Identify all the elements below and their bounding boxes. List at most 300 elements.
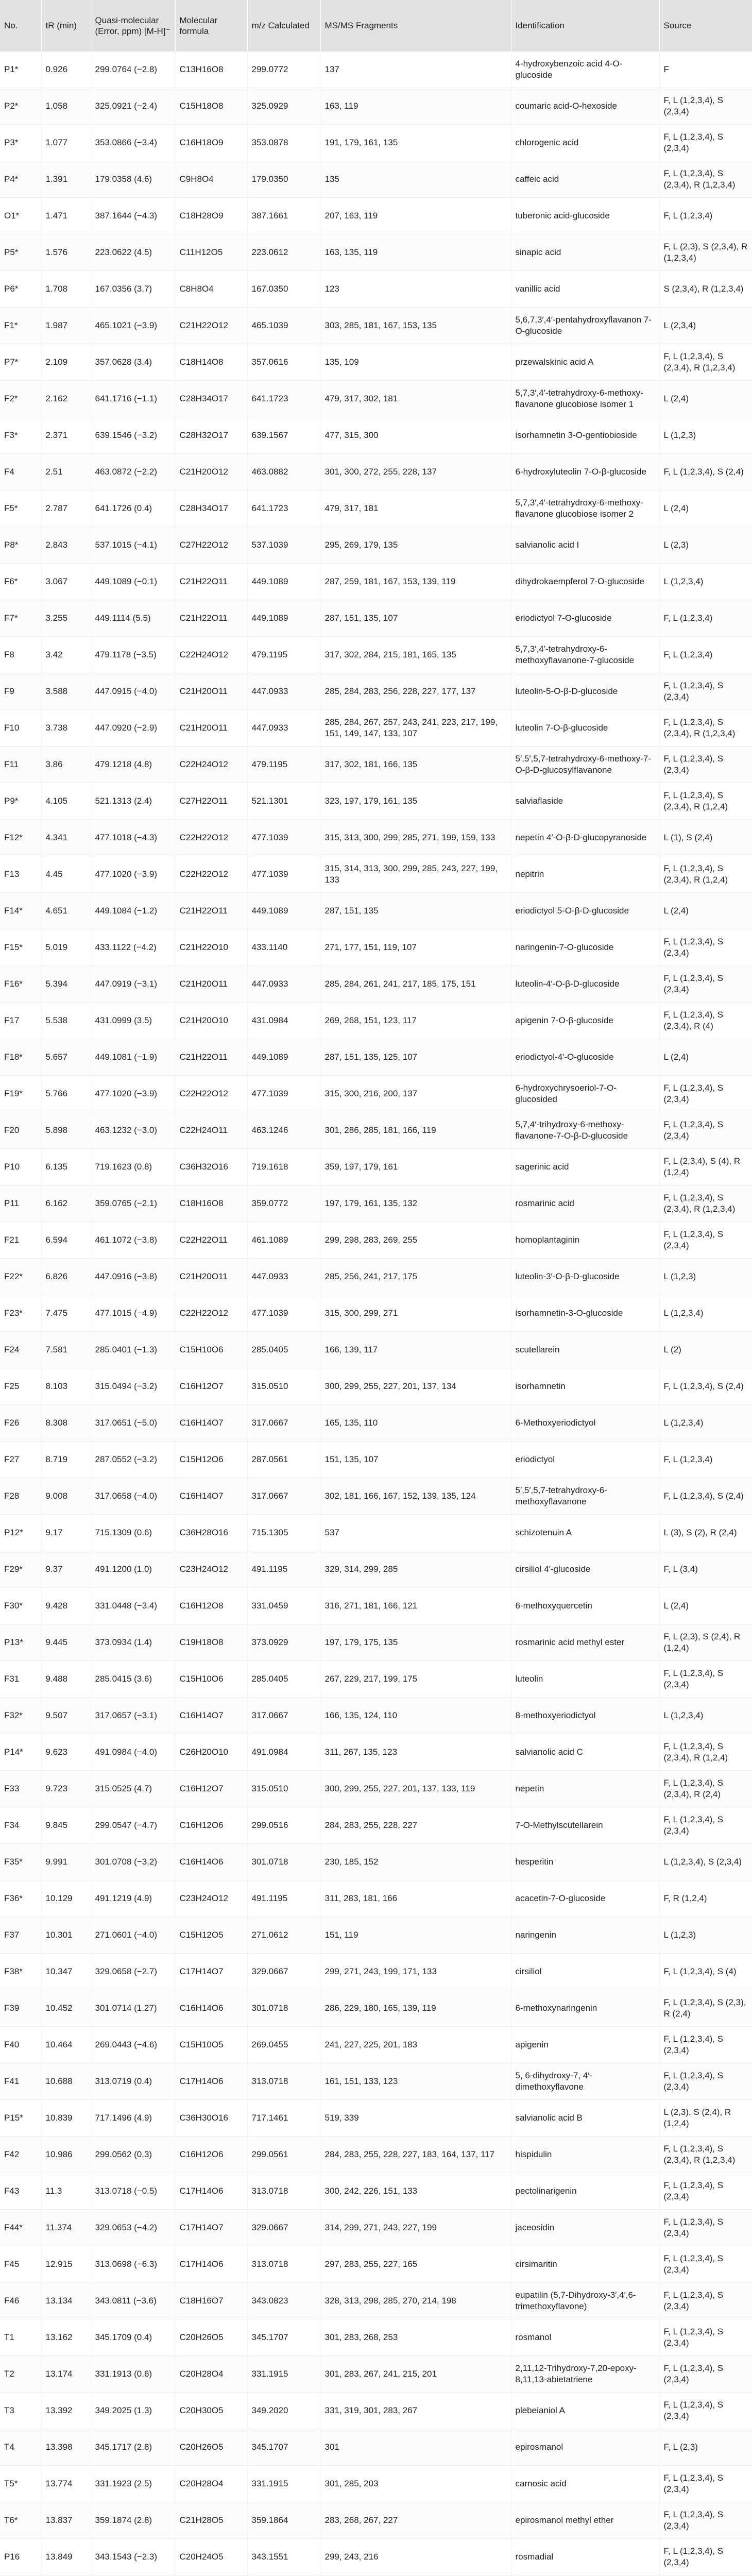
cell-quasi-molecular: 491.1219 (4.9) bbox=[91, 1880, 175, 1917]
cell-quasi-molecular: 299.0562 (0.3) bbox=[91, 2137, 175, 2173]
header-retention-time: tR (min) bbox=[41, 0, 91, 52]
cell-msms-fragments: 537 bbox=[320, 1515, 511, 1551]
cell-no: F28 bbox=[0, 1478, 41, 1515]
cell-retention-time: 2.51 bbox=[41, 454, 91, 490]
cell-molecular-formula: C22H24O12 bbox=[175, 747, 247, 783]
cell-no: P14* bbox=[0, 1734, 41, 1771]
cell-no: O1* bbox=[0, 198, 41, 234]
cell-molecular-formula: C18H16O7 bbox=[175, 2283, 247, 2319]
cell-no: P1* bbox=[0, 52, 41, 88]
cell-molecular-formula: C15H10O5 bbox=[175, 2027, 247, 2063]
cell-retention-time: 6.594 bbox=[41, 1222, 91, 1259]
cell-no: F39 bbox=[0, 1990, 41, 2027]
cell-identification: hispidulin bbox=[511, 2137, 659, 2173]
cell-identification: 5, 6-dihydroxy-7, 4′-dimethoxyflavone bbox=[511, 2063, 659, 2100]
cell-mz-calculated: 477.1039 bbox=[247, 1295, 320, 1332]
cell-source: F, L (1,2,3,4), S (2,3,4) bbox=[659, 2027, 752, 2063]
cell-identification: cirsimaritin bbox=[511, 2246, 659, 2283]
cell-quasi-molecular: 345.1717 (2.8) bbox=[91, 2429, 175, 2466]
cell-mz-calculated: 299.0772 bbox=[247, 52, 320, 88]
header-source: Source bbox=[659, 0, 752, 52]
cell-molecular-formula: C17H14O6 bbox=[175, 2063, 247, 2100]
cell-molecular-formula: C21H22O11 bbox=[175, 1039, 247, 1076]
cell-source: F, L (1,2,3,4), S (2,3,4), R (1,2,3,4) bbox=[659, 161, 752, 198]
cell-no: F32* bbox=[0, 1698, 41, 1734]
cell-quasi-molecular: 271.0601 (−4.0) bbox=[91, 1917, 175, 1954]
cell-mz-calculated: 301.0718 bbox=[247, 1844, 320, 1880]
cell-mz-calculated: 317.0667 bbox=[247, 1478, 320, 1515]
cell-msms-fragments: 301, 300, 272, 255, 228, 137 bbox=[320, 454, 511, 490]
cell-msms-fragments: 328, 313, 298, 285, 270, 214, 198 bbox=[320, 2283, 511, 2319]
table-row bbox=[0, 2356, 752, 2393]
cell-identification: eriodictyol 7-O-glucoside bbox=[511, 600, 659, 637]
cell-no: F38* bbox=[0, 1954, 41, 1990]
table-row bbox=[0, 820, 752, 856]
cell-mz-calculated: 317.0667 bbox=[247, 1698, 320, 1734]
cell-quasi-molecular: 431.0999 (3.5) bbox=[91, 1003, 175, 1039]
cell-msms-fragments: 316, 271, 181, 166, 121 bbox=[320, 1588, 511, 1624]
cell-msms-fragments: 317, 302, 284, 215, 181, 165, 135 bbox=[320, 637, 511, 673]
cell-quasi-molecular: 331.1913 (0.6) bbox=[91, 2356, 175, 2393]
cell-msms-fragments: 315, 300, 299, 271 bbox=[320, 1295, 511, 1332]
cell-identification: plebeianiol A bbox=[511, 2393, 659, 2429]
header-msms-fragments: MS/MS Fragments bbox=[320, 0, 511, 52]
cell-mz-calculated: 387.1661 bbox=[247, 198, 320, 234]
cell-source: L (2,3), S (2,4), R (1,2,4) bbox=[659, 2100, 752, 2137]
cell-source: L (2,4) bbox=[659, 893, 752, 929]
cell-identification: luteolin-5-O-β-D-glucoside bbox=[511, 673, 659, 710]
cell-source: L (2,4) bbox=[659, 381, 752, 417]
cell-molecular-formula: C22H22O12 bbox=[175, 1076, 247, 1112]
cell-mz-calculated: 325.0929 bbox=[247, 88, 320, 125]
cell-molecular-formula: C15H12O5 bbox=[175, 1917, 247, 1954]
cell-mz-calculated: 491.1195 bbox=[247, 1551, 320, 1588]
cell-identification: przewalskinic acid A bbox=[511, 344, 659, 381]
cell-quasi-molecular: 313.0718 (−0.5) bbox=[91, 2173, 175, 2210]
cell-mz-calculated: 299.0516 bbox=[247, 1807, 320, 1844]
cell-molecular-formula: C16H12O8 bbox=[175, 1588, 247, 1624]
cell-quasi-molecular: 301.0708 (−3.2) bbox=[91, 1844, 175, 1880]
cell-identification: naringenin-7-O-glucoside bbox=[511, 929, 659, 966]
cell-no: F12* bbox=[0, 820, 41, 856]
cell-quasi-molecular: 325.0921 (−2.4) bbox=[91, 88, 175, 125]
cell-quasi-molecular: 299.0547 (−4.7) bbox=[91, 1807, 175, 1844]
cell-molecular-formula: C22H22O12 bbox=[175, 856, 247, 893]
cell-retention-time: 2.109 bbox=[41, 344, 91, 381]
cell-source: F, L (1,2,3,4), S (2,3,4) bbox=[659, 2173, 752, 2210]
cell-identification: salvianolic acid C bbox=[511, 1734, 659, 1771]
cell-mz-calculated: 359.1864 bbox=[247, 2502, 320, 2539]
cell-source: L (2) bbox=[659, 1332, 752, 1368]
cell-no: F11 bbox=[0, 747, 41, 783]
cell-quasi-molecular: 477.1020 (−3.9) bbox=[91, 856, 175, 893]
cell-source: F, L (2,3) bbox=[659, 2429, 752, 2466]
cell-molecular-formula: C21H22O11 bbox=[175, 600, 247, 637]
cell-source: F, L (1,2,3,4), S (2,3,4) bbox=[659, 2319, 752, 2356]
cell-molecular-formula: C20H26O5 bbox=[175, 2429, 247, 2466]
cell-retention-time: 5.898 bbox=[41, 1112, 91, 1149]
cell-identification: eriodictyol 5-O-β-D-glucoside bbox=[511, 893, 659, 929]
cell-source: F, L (1,2,3,4), S (2,3,4) bbox=[659, 2063, 752, 2100]
cell-molecular-formula: C16H14O7 bbox=[175, 1405, 247, 1442]
cell-identification: rosmanol bbox=[511, 2319, 659, 2356]
cell-quasi-molecular: 317.0651 (−5.0) bbox=[91, 1405, 175, 1442]
cell-msms-fragments: 284, 283, 255, 228, 227 bbox=[320, 1807, 511, 1844]
table-row bbox=[0, 2429, 752, 2466]
cell-source: L (1,2,3,4) bbox=[659, 1295, 752, 1332]
cell-quasi-molecular: 521.1313 (2.4) bbox=[91, 783, 175, 820]
cell-source: F, L (2,3), S (2,3,4), R (1,2,3,4) bbox=[659, 234, 752, 271]
cell-msms-fragments: 311, 283, 181, 166 bbox=[320, 1880, 511, 1917]
table-row bbox=[0, 966, 752, 1003]
cell-no: P4* bbox=[0, 161, 41, 198]
table-row bbox=[0, 1624, 752, 1661]
cell-msms-fragments: 137 bbox=[320, 52, 511, 88]
cell-identification: epirosmanol methyl ether bbox=[511, 2502, 659, 2539]
cell-molecular-formula: C18H14O8 bbox=[175, 344, 247, 381]
cell-mz-calculated: 345.1707 bbox=[247, 2319, 320, 2356]
cell-msms-fragments: 287, 151, 135 bbox=[320, 893, 511, 929]
cell-msms-fragments: 207, 163, 119 bbox=[320, 198, 511, 234]
cell-retention-time: 3.42 bbox=[41, 637, 91, 673]
cell-mz-calculated: 285.0405 bbox=[247, 1332, 320, 1368]
cell-quasi-molecular: 449.1114 (5.5) bbox=[91, 600, 175, 637]
cell-quasi-molecular: 491.1200 (1.0) bbox=[91, 1551, 175, 1588]
cell-mz-calculated: 343.0823 bbox=[247, 2283, 320, 2319]
cell-retention-time: 13.849 bbox=[41, 2539, 91, 2575]
table-row bbox=[0, 2137, 752, 2173]
table-row bbox=[0, 600, 752, 637]
cell-molecular-formula: C16H18O9 bbox=[175, 125, 247, 161]
cell-retention-time: 7.475 bbox=[41, 1295, 91, 1332]
cell-quasi-molecular: 167.0356 (3.7) bbox=[91, 271, 175, 308]
cell-msms-fragments: 284, 283, 255, 228, 227, 183, 164, 137, 117 bbox=[320, 2137, 511, 2173]
cell-identification: 8-methoxyeriodictyol bbox=[511, 1698, 659, 1734]
cell-molecular-formula: C16H14O7 bbox=[175, 1478, 247, 1515]
cell-no: F41 bbox=[0, 2063, 41, 2100]
cell-quasi-molecular: 329.0653 (−4.2) bbox=[91, 2210, 175, 2246]
table-row bbox=[0, 1698, 752, 1734]
table-row bbox=[0, 2283, 752, 2319]
cell-source: L (1,2,3) bbox=[659, 1917, 752, 1954]
cell-source: L (2,4) bbox=[659, 1588, 752, 1624]
cell-mz-calculated: 357.0616 bbox=[247, 344, 320, 381]
cell-quasi-molecular: 359.0765 (−2.1) bbox=[91, 1185, 175, 1222]
cell-mz-calculated: 345.1707 bbox=[247, 2429, 320, 2466]
cell-identification: 5,7,4′-trihydroxy-6-methoxy-flavanone-7-O-β-D-glucoside bbox=[511, 1112, 659, 1149]
header-identification: Identification bbox=[511, 0, 659, 52]
cell-identification: eriodictyol-4′-O-glucoside bbox=[511, 1039, 659, 1076]
table-row bbox=[0, 1515, 752, 1551]
cell-source: L (2,4) bbox=[659, 1039, 752, 1076]
cell-source: F, L (1,2,3,4) bbox=[659, 600, 752, 637]
cell-retention-time: 3.86 bbox=[41, 747, 91, 783]
cell-quasi-molecular: 357.0628 (3.4) bbox=[91, 344, 175, 381]
cell-msms-fragments: 197, 179, 161, 135, 132 bbox=[320, 1185, 511, 1222]
cell-mz-calculated: 463.1246 bbox=[247, 1112, 320, 1149]
cell-source: F, L (1,2,3,4), S (2,3,4) bbox=[659, 2539, 752, 2575]
cell-quasi-molecular: 301.0714 (1.27) bbox=[91, 1990, 175, 2027]
cell-source: F, L (1,2,3,4), S (2,3,4), R (4) bbox=[659, 1003, 752, 1039]
table-row bbox=[0, 161, 752, 198]
cell-identification: apigenin 7-O-β-glucoside bbox=[511, 1003, 659, 1039]
cell-quasi-molecular: 285.0415 (3.6) bbox=[91, 1661, 175, 1698]
cell-no: F18* bbox=[0, 1039, 41, 1076]
cell-source: F, L (1,2,3,4), S (2,3,4) bbox=[659, 125, 752, 161]
cell-msms-fragments: 299, 243, 216 bbox=[320, 2539, 511, 2575]
table-row bbox=[0, 1259, 752, 1295]
cell-molecular-formula: C36H28O16 bbox=[175, 1515, 247, 1551]
cell-mz-calculated: 449.1089 bbox=[247, 600, 320, 637]
cell-msms-fragments: 302, 181, 166, 167, 152, 139, 135, 124 bbox=[320, 1478, 511, 1515]
cell-no: F19* bbox=[0, 1076, 41, 1112]
cell-identification: 6-hydroxyluteolin 7-O-β-glucoside bbox=[511, 454, 659, 490]
cell-molecular-formula: C21H22O11 bbox=[175, 564, 247, 600]
cell-identification: 6-methoxynaringenin bbox=[511, 1990, 659, 2027]
cell-identification: 5,6,7,3′,4′-pentahydroxyflavanon 7-O-glucoside bbox=[511, 308, 659, 344]
cell-source: F, R (1,2,4) bbox=[659, 1880, 752, 1917]
table-row bbox=[0, 454, 752, 490]
cell-quasi-molecular: 477.1018 (−4.3) bbox=[91, 820, 175, 856]
cell-quasi-molecular: 477.1015 (−4.9) bbox=[91, 1295, 175, 1332]
cell-retention-time: 11.3 bbox=[41, 2173, 91, 2210]
cell-molecular-formula: C21H22O10 bbox=[175, 929, 247, 966]
cell-quasi-molecular: 491.0984 (−4.0) bbox=[91, 1734, 175, 1771]
cell-mz-calculated: 315.0510 bbox=[247, 1771, 320, 1807]
cell-mz-calculated: 331.0459 bbox=[247, 1588, 320, 1624]
cell-retention-time: 10.301 bbox=[41, 1917, 91, 1954]
table-row bbox=[0, 1222, 752, 1259]
cell-retention-time: 13.837 bbox=[41, 2502, 91, 2539]
cell-identification: hesperitin bbox=[511, 1844, 659, 1880]
cell-source: L (1,2,3,4), S (2,3,4) bbox=[659, 1844, 752, 1880]
cell-molecular-formula: C28H34O17 bbox=[175, 490, 247, 527]
table-row bbox=[0, 2393, 752, 2429]
cell-retention-time: 1.391 bbox=[41, 161, 91, 198]
table-row bbox=[0, 929, 752, 966]
header-row bbox=[0, 0, 752, 52]
cell-identification: nepitrin bbox=[511, 856, 659, 893]
cell-retention-time: 4.341 bbox=[41, 820, 91, 856]
cell-mz-calculated: 329.0667 bbox=[247, 2210, 320, 2246]
cell-retention-time: 10.129 bbox=[41, 1880, 91, 1917]
cell-quasi-molecular: 329.0658 (−2.7) bbox=[91, 1954, 175, 1990]
table-row bbox=[0, 1112, 752, 1149]
cell-retention-time: 13.162 bbox=[41, 2319, 91, 2356]
cell-source: F, L (1,2,3,4), S (2,3,4) bbox=[659, 1112, 752, 1149]
cell-retention-time: 13.392 bbox=[41, 2393, 91, 2429]
cell-quasi-molecular: 269.0443 (−4.6) bbox=[91, 2027, 175, 2063]
cell-no: F30* bbox=[0, 1588, 41, 1624]
cell-identification: 7-O-Methylscutellarein bbox=[511, 1807, 659, 1844]
table-row bbox=[0, 1917, 752, 1954]
cell-identification: rosmarinic acid methyl ester bbox=[511, 1624, 659, 1661]
cell-msms-fragments: 479, 317, 181 bbox=[320, 490, 511, 527]
cell-molecular-formula: C22H24O11 bbox=[175, 1112, 247, 1149]
cell-molecular-formula: C16H12O7 bbox=[175, 1771, 247, 1807]
cell-identification: 4-hydroxybenzoic acid 4-O-glucoside bbox=[511, 52, 659, 88]
cell-no: F29* bbox=[0, 1551, 41, 1588]
cell-molecular-formula: C16H14O7 bbox=[175, 1698, 247, 1734]
table-row bbox=[0, 234, 752, 271]
cell-molecular-formula: C20H30O5 bbox=[175, 2393, 247, 2429]
cell-quasi-molecular: 179.0358 (4.6) bbox=[91, 161, 175, 198]
cell-identification: 5,7,3′,4′-tetrahydroxy-6-methoxy-flavanone glucobiose isomer 1 bbox=[511, 381, 659, 417]
cell-retention-time: 1.471 bbox=[41, 198, 91, 234]
cell-quasi-molecular: 537.1015 (−4.1) bbox=[91, 527, 175, 564]
cell-mz-calculated: 449.1089 bbox=[247, 1039, 320, 1076]
cell-no: F1* bbox=[0, 308, 41, 344]
cell-retention-time: 13.398 bbox=[41, 2429, 91, 2466]
table-row bbox=[0, 1003, 752, 1039]
cell-quasi-molecular: 343.1543 (−2.3) bbox=[91, 2539, 175, 2575]
cell-no: F26 bbox=[0, 1405, 41, 1442]
cell-retention-time: 9.37 bbox=[41, 1551, 91, 1588]
cell-identification: apigenin bbox=[511, 2027, 659, 2063]
cell-no: T3 bbox=[0, 2393, 41, 2429]
cell-mz-calculated: 447.0933 bbox=[247, 673, 320, 710]
cell-no: P16 bbox=[0, 2539, 41, 2575]
cell-molecular-formula: C23H24O12 bbox=[175, 1551, 247, 1588]
cell-no: F14* bbox=[0, 893, 41, 929]
cell-retention-time: 6.826 bbox=[41, 1259, 91, 1295]
cell-no: P9* bbox=[0, 783, 41, 820]
table-row bbox=[0, 1734, 752, 1771]
table-row bbox=[0, 1185, 752, 1222]
cell-no: F13 bbox=[0, 856, 41, 893]
cell-msms-fragments: 300, 242, 226, 151, 133 bbox=[320, 2173, 511, 2210]
cell-mz-calculated: 331.1915 bbox=[247, 2356, 320, 2393]
cell-quasi-molecular: 317.0658 (−4.0) bbox=[91, 1478, 175, 1515]
cell-mz-calculated: 449.1089 bbox=[247, 893, 320, 929]
cell-mz-calculated: 479.1195 bbox=[247, 637, 320, 673]
cell-source: F, L (1,2,3,4), S (2,3,4) bbox=[659, 966, 752, 1003]
cell-no: F20 bbox=[0, 1112, 41, 1149]
cell-msms-fragments: 267, 229, 217, 199, 175 bbox=[320, 1661, 511, 1698]
cell-no: F36* bbox=[0, 1880, 41, 1917]
cell-source: F, L (1,2,3,4), S (2,3,4), R (1,2,4) bbox=[659, 1734, 752, 1771]
cell-no: P8* bbox=[0, 527, 41, 564]
cell-source: F bbox=[659, 52, 752, 88]
cell-no: F24 bbox=[0, 1332, 41, 1368]
cell-msms-fragments: 287, 151, 135, 107 bbox=[320, 600, 511, 637]
cell-retention-time: 3.588 bbox=[41, 673, 91, 710]
cell-molecular-formula: C20H28O4 bbox=[175, 2356, 247, 2393]
cell-msms-fragments: 301 bbox=[320, 2429, 511, 2466]
table-row bbox=[0, 2173, 752, 2210]
table-row bbox=[0, 2027, 752, 2063]
table-row bbox=[0, 308, 752, 344]
cell-msms-fragments: 519, 339 bbox=[320, 2100, 511, 2137]
cell-quasi-molecular: 447.0916 (−3.8) bbox=[91, 1259, 175, 1295]
cell-molecular-formula: C17H14O7 bbox=[175, 1954, 247, 1990]
cell-msms-fragments: 303, 285, 181, 167, 153, 135 bbox=[320, 308, 511, 344]
cell-identification: chlorogenic acid bbox=[511, 125, 659, 161]
cell-identification: eupatilin (5,7-Dihydroxy-3′,4′,6-trimethoxyflavone) bbox=[511, 2283, 659, 2319]
cell-identification: 5,7,3′,4′-tetrahydroxy-6-methoxyflavanone-7-glucoside bbox=[511, 637, 659, 673]
cell-no: P11 bbox=[0, 1185, 41, 1222]
cell-no: P7* bbox=[0, 344, 41, 381]
cell-source: F, L (1,2,3,4), S (2,3,4), R (1,2,3,4) bbox=[659, 344, 752, 381]
cell-mz-calculated: 477.1039 bbox=[247, 820, 320, 856]
cell-retention-time: 4.651 bbox=[41, 893, 91, 929]
cell-mz-calculated: 313.0718 bbox=[247, 2173, 320, 2210]
cell-source: F, L (1,2,3,4), S (2,3,4), R (1,2,3,4) bbox=[659, 2137, 752, 2173]
cell-source: F, L (1,2,3,4), S (2,3,4) bbox=[659, 88, 752, 125]
table-row bbox=[0, 271, 752, 308]
table-row bbox=[0, 1807, 752, 1844]
table-row bbox=[0, 1588, 752, 1624]
cell-molecular-formula: C28H32O17 bbox=[175, 417, 247, 454]
cell-source: F, L (2,3,4), S (4), R (1,2,4) bbox=[659, 1149, 752, 1185]
cell-msms-fragments: 191, 179, 161, 135 bbox=[320, 125, 511, 161]
cell-mz-calculated: 315.0510 bbox=[247, 1368, 320, 1405]
cell-quasi-molecular: 331.1923 (2.5) bbox=[91, 2466, 175, 2502]
cell-retention-time: 2.371 bbox=[41, 417, 91, 454]
cell-msms-fragments: 331, 319, 301, 283, 267 bbox=[320, 2393, 511, 2429]
cell-quasi-molecular: 223.0622 (4.5) bbox=[91, 234, 175, 271]
cell-molecular-formula: C21H20O11 bbox=[175, 710, 247, 747]
cell-mz-calculated: 465.1039 bbox=[247, 308, 320, 344]
cell-retention-time: 3.738 bbox=[41, 710, 91, 747]
cell-no: F37 bbox=[0, 1917, 41, 1954]
cell-mz-calculated: 285.0405 bbox=[247, 1661, 320, 1698]
cell-molecular-formula: C21H20O11 bbox=[175, 673, 247, 710]
cell-quasi-molecular: 313.0698 (−6.3) bbox=[91, 2246, 175, 2283]
cell-no: F46 bbox=[0, 2283, 41, 2319]
cell-identification: carnosic acid bbox=[511, 2466, 659, 2502]
cell-msms-fragments: 135 bbox=[320, 161, 511, 198]
table-row bbox=[0, 673, 752, 710]
cell-mz-calculated: 287.0561 bbox=[247, 1442, 320, 1478]
cell-mz-calculated: 329.0667 bbox=[247, 1954, 320, 1990]
cell-source: F, L (1,2,3,4), S (2,3,4) bbox=[659, 929, 752, 966]
cell-quasi-molecular: 345.1709 (0.4) bbox=[91, 2319, 175, 2356]
cell-source: F, L (1,2,3,4), S (2,3,4), R (1,2,3,4) bbox=[659, 710, 752, 747]
cell-molecular-formula: C22H22O12 bbox=[175, 820, 247, 856]
cell-retention-time: 5.019 bbox=[41, 929, 91, 966]
cell-mz-calculated: 269.0455 bbox=[247, 2027, 320, 2063]
table-row bbox=[0, 125, 752, 161]
cell-retention-time: 10.986 bbox=[41, 2137, 91, 2173]
cell-retention-time: 4.105 bbox=[41, 783, 91, 820]
cell-mz-calculated: 641.1723 bbox=[247, 490, 320, 527]
cell-molecular-formula: C16H14O6 bbox=[175, 1990, 247, 2027]
cell-quasi-molecular: 313.0719 (0.4) bbox=[91, 2063, 175, 2100]
cell-mz-calculated: 373.0929 bbox=[247, 1624, 320, 1661]
cell-source: F, L (1,2,3,4), S (2,3,4) bbox=[659, 2393, 752, 2429]
cell-msms-fragments: 315, 300, 216, 200, 137 bbox=[320, 1076, 511, 1112]
cell-no: F17 bbox=[0, 1003, 41, 1039]
cell-quasi-molecular: 315.0494 (−3.2) bbox=[91, 1368, 175, 1405]
cell-no: P6* bbox=[0, 271, 41, 308]
cell-msms-fragments: 315, 314, 313, 300, 299, 285, 243, 227, 199, 133 bbox=[320, 856, 511, 893]
cell-msms-fragments: 285, 284, 267, 257, 243, 241, 223, 217, 199, 151, 149, 147, 133, 107 bbox=[320, 710, 511, 747]
cell-retention-time: 11.374 bbox=[41, 2210, 91, 2246]
cell-identification: luteolin-4′-O-β-D-glucoside bbox=[511, 966, 659, 1003]
cell-identification: scutellarein bbox=[511, 1332, 659, 1368]
cell-no: F40 bbox=[0, 2027, 41, 2063]
table-row bbox=[0, 1551, 752, 1588]
table-row bbox=[0, 856, 752, 893]
cell-source: F, L (1,2,3,4), S (2,3,4) bbox=[659, 2356, 752, 2393]
cell-molecular-formula: C27H22O11 bbox=[175, 783, 247, 820]
cell-molecular-formula: C15H10O6 bbox=[175, 1332, 247, 1368]
cell-msms-fragments: 151, 135, 107 bbox=[320, 1442, 511, 1478]
cell-mz-calculated: 537.1039 bbox=[247, 527, 320, 564]
cell-no: P13* bbox=[0, 1624, 41, 1661]
cell-identification: 6-Methoxyeriodictyol bbox=[511, 1405, 659, 1442]
